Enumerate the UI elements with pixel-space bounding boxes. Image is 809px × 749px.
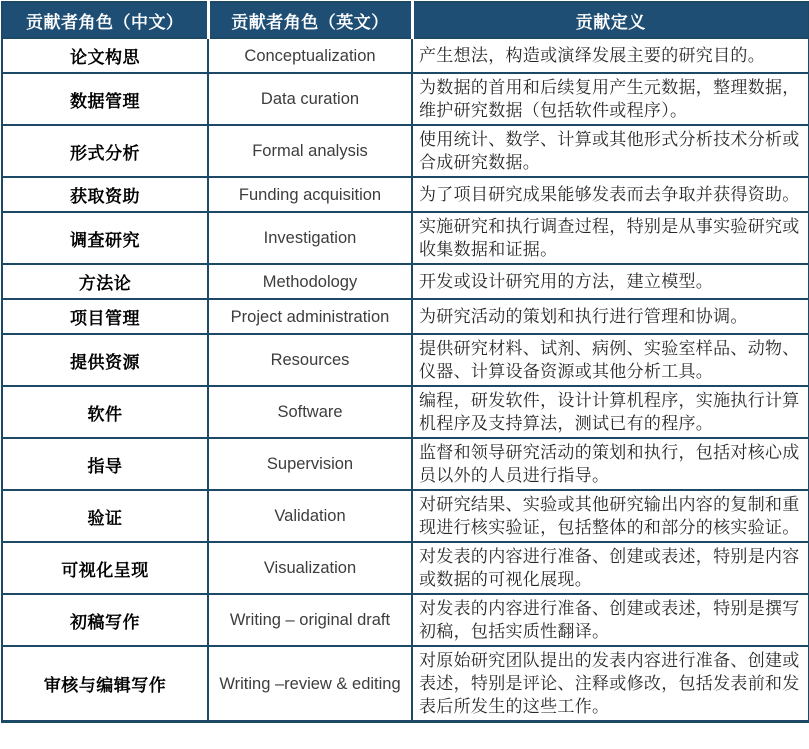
- table-row: [2, 594, 809, 646]
- role-en-cell: Writing – original draft: [208, 594, 412, 646]
- table-header: [2, 2, 809, 38]
- role-zh-cell: 获取资助: [2, 177, 208, 212]
- table-row: [2, 386, 809, 438]
- definition-cell: 实施研究和执行调查过程，特别是从事实验研究或收集数据和证据。: [412, 212, 809, 264]
- role-zh-cell: 项目管理: [2, 299, 208, 334]
- role-en-cell: Validation: [208, 490, 412, 542]
- table-row: [2, 73, 809, 125]
- table-body: [2, 38, 809, 722]
- role-zh-cell: 指导: [2, 438, 208, 490]
- role-zh-cell: 论文构思: [2, 38, 208, 73]
- definition-cell: 对原始研究团队提出的发表内容进行准备、创建或表述，特别是评论、注释或修改，包括发表前和发表后所发生的这些工作。: [412, 646, 809, 722]
- header-role-zh: 贡献者角色（中文）: [2, 2, 208, 38]
- table-row: [2, 264, 809, 299]
- role-en-cell: Software: [208, 386, 412, 438]
- header-role-en: 贡献者角色（英文）: [208, 2, 412, 38]
- table-row: [2, 490, 809, 542]
- role-en-cell: Methodology: [208, 264, 412, 299]
- role-zh-cell: 提供资源: [2, 334, 208, 386]
- role-zh-cell: 方法论: [2, 264, 208, 299]
- role-en-cell: Formal analysis: [208, 125, 412, 177]
- role-zh-cell: 可视化呈现: [2, 542, 208, 594]
- role-en-cell: Data curation: [208, 73, 412, 125]
- definition-cell: 为研究活动的策划和执行进行管理和协调。: [412, 299, 809, 334]
- table-row: [2, 125, 809, 177]
- definition-cell: 为数据的首用和后续复用产生元数据，整理数据，维护研究数据（包括软件或程序）。: [412, 73, 809, 125]
- role-zh-cell: 软件: [2, 386, 208, 438]
- definition-cell: 对发表的内容进行准备、创建或表述，特别是内容或数据的可视化展现。: [412, 542, 809, 594]
- role-en-cell: Resources: [208, 334, 412, 386]
- role-zh-cell: 验证: [2, 490, 208, 542]
- definition-cell: 使用统计、数学、计算或其他形式分析技术分析或合成研究数据。: [412, 125, 809, 177]
- definition-cell: 监督和领导研究活动的策划和执行，包括对核心成员以外的人员进行指导。: [412, 438, 809, 490]
- definition-cell: 对研究结果、实验或其他研究输出内容的复制和重现进行核实验证，包括整体的和部分的核实验证。: [412, 490, 809, 542]
- table-row: [2, 212, 809, 264]
- definition-cell: 开发或设计研究用的方法，建立模型。: [412, 264, 809, 299]
- role-en-cell: Investigation: [208, 212, 412, 264]
- role-zh-cell: 初稿写作: [2, 594, 208, 646]
- table-row: [2, 299, 809, 334]
- table-row: [2, 334, 809, 386]
- role-zh-cell: 调查研究: [2, 212, 208, 264]
- role-en-cell: Writing –review & editing: [208, 646, 412, 722]
- table-row: [2, 38, 809, 73]
- role-en-cell: Funding acquisition: [208, 177, 412, 212]
- table-row: [2, 438, 809, 490]
- header-definition: 贡献定义: [412, 2, 809, 38]
- definition-cell: 对发表的内容进行准备、创建或表述，特别是撰写初稿，包括实质性翻译。: [412, 594, 809, 646]
- definition-cell: 为了项目研究成果能够发表而去争取并获得资助。: [412, 177, 809, 212]
- table-row: [2, 646, 809, 722]
- definition-cell: 编程，研发软件，设计计算机程序，实施执行计算机程序及支持算法，测试已有的程序。: [412, 386, 809, 438]
- credit-roles-table: [1, 1, 809, 723]
- role-en-cell: Conceptualization: [208, 38, 412, 73]
- role-zh-cell: 数据管理: [2, 73, 208, 125]
- role-en-cell: Supervision: [208, 438, 412, 490]
- table-row: [2, 542, 809, 594]
- header-row: [2, 2, 809, 38]
- role-en-cell: Visualization: [208, 542, 412, 594]
- role-zh-cell: 形式分析: [2, 125, 208, 177]
- role-zh-cell: 审核与编辑写作: [2, 646, 208, 722]
- definition-cell: 产生想法，构造或演绎发展主要的研究目的。: [412, 38, 809, 73]
- table-row: [2, 177, 809, 212]
- definition-cell: 提供研究材料、试剂、病例、实验室样品、动物、仪器、计算设备资源或其他分析工具。: [412, 334, 809, 386]
- role-en-cell: Project administration: [208, 299, 412, 334]
